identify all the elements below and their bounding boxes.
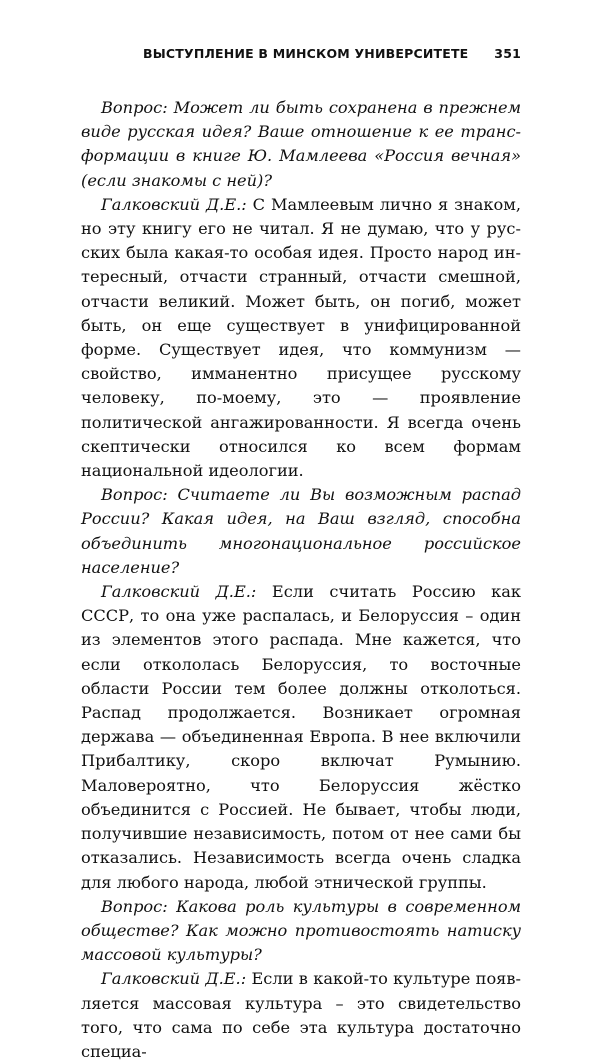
question-paragraph: Вопрос: Считаете ли Вы возможным распад России? Какая идея, на Ваш взгляд, способна объединить многонациональное российское население? <box>81 485 521 577</box>
answer-text: С Мамлеевым лично я знаком, но эту книгу его не читал. Я не думаю, что у русских была какая-то особая идея. Просто народ интересный, отчасти странный, отчасти смешной, отчасти великий. Может быть, он погиб, может быть, он еще существует в унифицированной форме. Существует идея, что коммунизм — свойство, имманентно присущее русскому человеку, по-моему, это — проявление политической ангажированности. Я всегда очень скептически относился ко всем формам национальной идеологии. <box>81 194 521 481</box>
answer-text: Если в какой-то культуре появляется массовая культура – это свидетельство того, что сама по себе эта культура достаточно специа- <box>81 969 521 1061</box>
chapter-title: ВЫСТУПЛЕНИЕ В МИНСКОМ УНИВЕРСИТЕТЕ <box>143 46 469 61</box>
answer-paragraph <box>81 967 521 1064</box>
page-number: 351 <box>494 46 521 61</box>
speaker-name: Галковский Д.Е.: <box>101 194 247 214</box>
answer-text: Если считать Россию как СССР, то она уже распалась, и Белоруссия – один из элементов этого распада. Мне кажется, что если откoлолась Белоруссия, то восточные области России тем более должны отколоться. Распад продолжается. Возникает огромная держава — объединенная Европа. В нее включили Прибалтику, скоро включат Румынию. Маловероятно, что Белоруссия жёстко объединится с Россией. Не бывает, чтобы люди, получившие независимость, потом от нее сами бы отказались. Независимость всегда очень сладка для любого народа, любой этнической группы. <box>81 582 521 892</box>
answer-paragraph <box>81 580 521 895</box>
question-paragraph: Вопрос: Может ли быть сохранена в прежнем виде русская идея? Ваше отношение к ее трансформации в книге Ю. Мамлеева «Россия вечная» (если знакомы с ней)? <box>81 98 521 190</box>
question-paragraph: Вопрос: Какова роль культуры в современном обществе? Как можно противостоять натиску массовой культуры? <box>81 896 521 965</box>
running-head <box>81 46 521 66</box>
speaker-name: Галковский Д.Е.: <box>101 969 247 989</box>
book-page <box>81 0 521 1061</box>
speaker-name: Галковский Д.Е.: <box>101 582 257 602</box>
answer-paragraph <box>81 193 521 483</box>
body-text <box>81 96 521 1064</box>
